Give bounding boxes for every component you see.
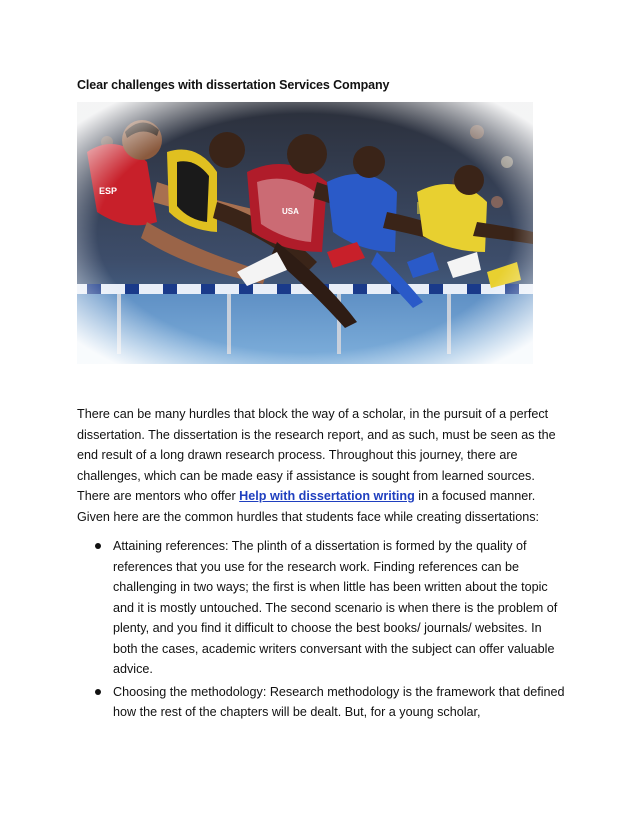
list-item (77, 682, 565, 723)
help-dissertation-writing-link[interactable]: Help with dissertation writing (239, 489, 415, 503)
intro-paragraph (77, 404, 565, 527)
bullet-icon (95, 543, 101, 549)
list-item-text: Choosing the methodology: Research methodology is the framework that defined how the rest of the chapters will be dealt. But, for a young scholar, (113, 684, 565, 719)
hurdles-race-photo (77, 102, 533, 364)
intro-text-end: in a focused manner. Given here are the common hurdles that students face while creating dissertations: (77, 489, 540, 524)
bullet-icon (95, 689, 101, 695)
list-item-text: Attaining references: The plinth of a dissertation is formed by the quality of references that you use for the research work. Finding references can be challenging in two ways; the first is when little has been written about the topic and it is mostly untouched. The second scenario is when there is the problem of plenty, and you find it difficult to choose the best books/ journals/ websites. In both the cases, academic writers conversant with the subject can offer valuable advice. (113, 539, 558, 676)
list-item (77, 536, 565, 680)
intro-text-start: There can be many hurdles that block the way of a scholar, in the pursuit of a perfect dissertation. The dissertation is the research report, and as such, must be seen as the end result of a long drawn research process. Throughout this journey, there are challenges, which can be made easy if assistance is sought from learned sources. There are mentors who offer (77, 407, 556, 503)
document-title: Clear challenges with dissertation Services Company (77, 78, 390, 92)
document-body (77, 404, 565, 725)
hurdles-list (77, 536, 565, 723)
